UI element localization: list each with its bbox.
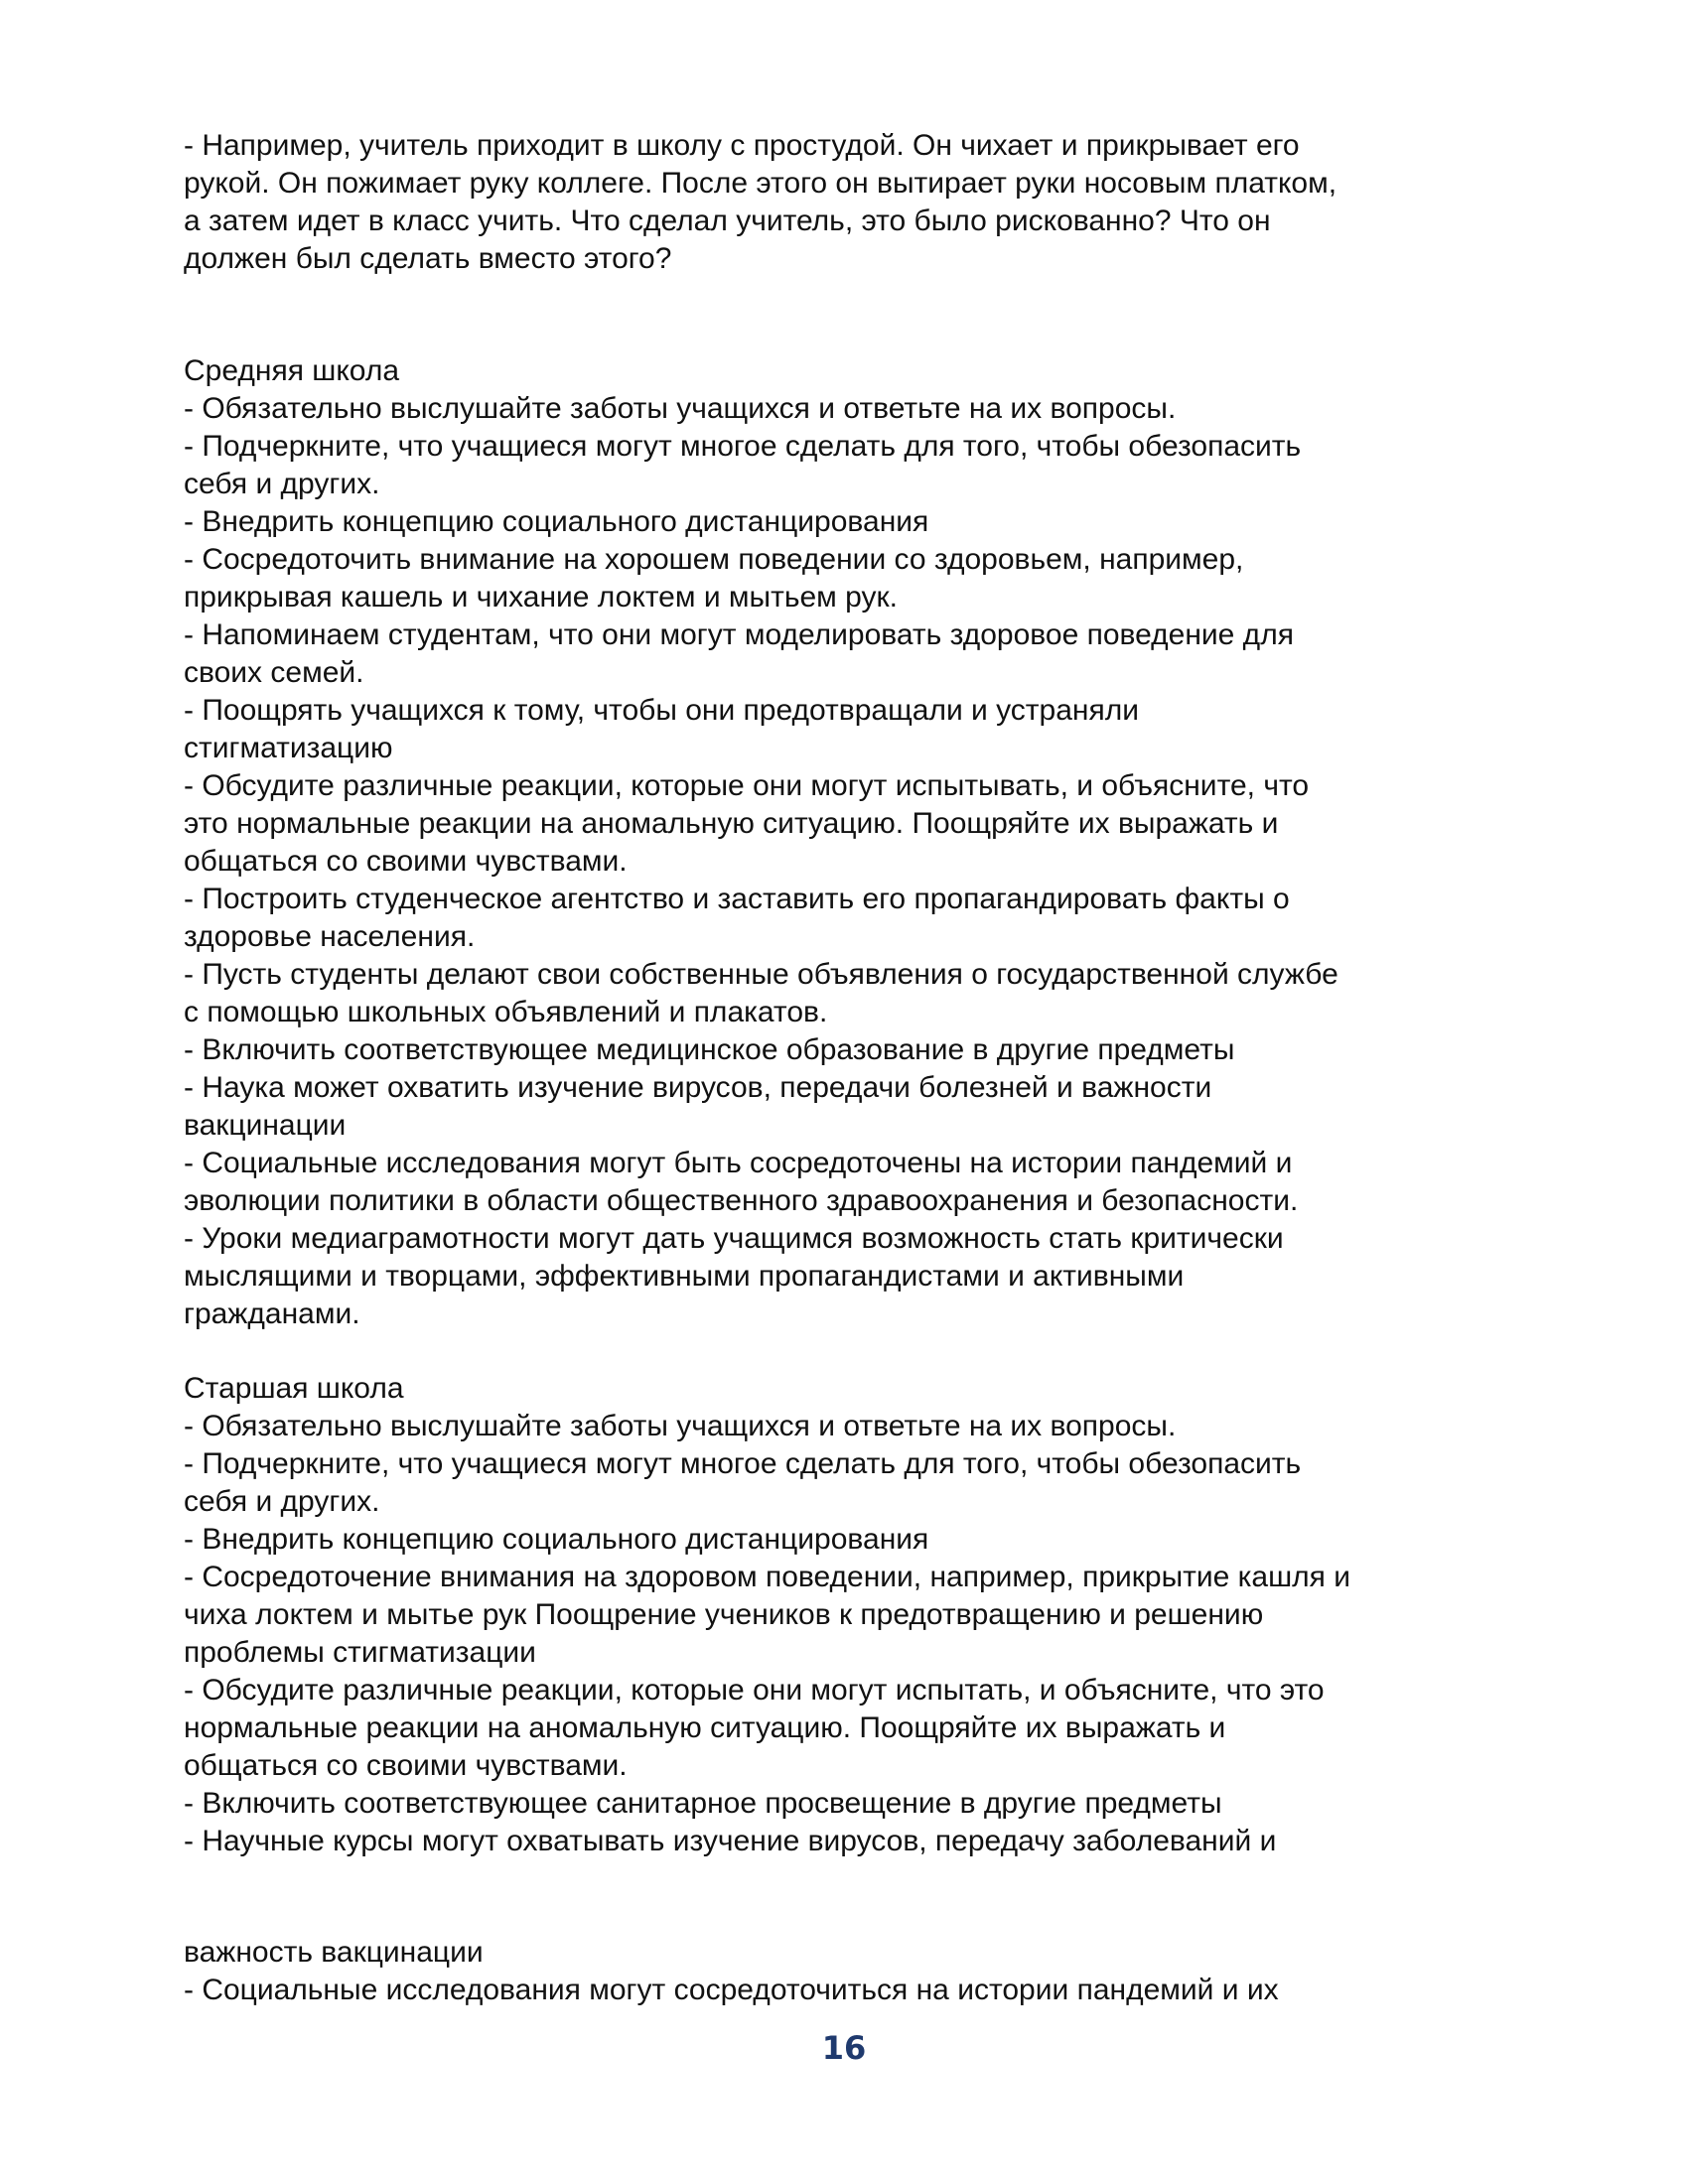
- text-line: - Внедрить концепцию социального дистанцирования: [184, 1523, 929, 1556]
- text-line: общаться со своими чувствами.: [184, 845, 628, 878]
- text-line: - Наука может охватить изучение вирусов, передачи болезней и важности: [184, 1071, 1212, 1104]
- text-line: - Пусть студенты делают свои собственные объявления о государственной службе: [184, 958, 1338, 991]
- text-line: - Поощрять учащихся к тому, чтобы они предотвращали и устраняли: [184, 694, 1139, 727]
- text-line: - Обсудите различные реакции, которые они могут испытывать, и объясните, что: [184, 769, 1310, 802]
- text-line: эволюции политики в области общественного здравоохранения и безопасности.: [184, 1184, 1299, 1217]
- text-line: здоровье населения.: [184, 920, 476, 953]
- text-line: важность вакцинации: [184, 1936, 484, 1969]
- text-line: рукой. Он пожимает руку коллеге. После этого он вытирает руки носовым платком,: [184, 167, 1337, 200]
- text-line: себя и других.: [184, 1485, 380, 1518]
- text-line: - Включить соответствующее санитарное просвещение в другие предметы: [184, 1787, 1222, 1820]
- middle-school-section: [184, 352, 1504, 1333]
- text-line: - Социальные исследования могут сосредоточиться на истории пандемий и их: [184, 1974, 1279, 2006]
- text-line: - Внедрить концепцию социального дистанцирования: [184, 505, 929, 538]
- text-line: - Социальные исследования могут быть сосредоточены на истории пандемий и: [184, 1147, 1293, 1179]
- text-line: вакцинации: [184, 1109, 347, 1142]
- text-line: с помощью школьных объявлений и плакатов.: [184, 996, 828, 1028]
- text-line: себя и других.: [184, 468, 380, 500]
- text-line: - Уроки медиаграмотности могут дать учащимся возможность стать критически: [184, 1222, 1284, 1255]
- text-line: - Сосредоточить внимание на хорошем поведении со здоровьем, например,: [184, 543, 1244, 576]
- text-line: - Например, учитель приходит в школу с простудой. Он чихает и прикрывает его: [184, 129, 1300, 162]
- text-line: нормальные реакции на аномальную ситуацию. Поощряйте их выражать и: [184, 1711, 1226, 1744]
- text-line: мыслящими и творцами, эффективными пропагандистами и активными: [184, 1260, 1185, 1293]
- section-heading: Старшая школа: [184, 1372, 404, 1405]
- text-line: гражданами.: [184, 1297, 360, 1330]
- text-line: - Научные курсы могут охватывать изучение вирусов, передачу заболеваний и: [184, 1825, 1277, 1857]
- text-line: - Построить студенческое агентство и заставить его пропагандировать факты о: [184, 883, 1290, 915]
- text-line: стигматизацию: [184, 732, 393, 764]
- page-number: 16: [821, 2029, 867, 2067]
- text-line: - Обязательно выслушайте заботы учащихся и ответьте на их вопросы.: [184, 392, 1177, 425]
- text-line: - Сосредоточение внимания на здоровом поведении, например, прикрытие кашля и: [184, 1561, 1351, 1593]
- text-line: - Обсудите различные реакции, которые они могут испытать, и объясните, что это: [184, 1674, 1325, 1706]
- text-line: своих семей.: [184, 656, 364, 689]
- text-line: - Подчеркните, что учащиеся могут многое сделать для того, чтобы обезопасить: [184, 1447, 1302, 1480]
- text-line: - Подчеркните, что учащиеся могут многое сделать для того, чтобы обезопасить: [184, 430, 1302, 463]
- text-line: прикрывая кашель и чихание локтем и мытьем рук.: [184, 581, 898, 614]
- text-line: проблемы стигматизации: [184, 1636, 536, 1669]
- text-line: чиха локтем и мытье рук Поощрение учеников к предотвращению и решению: [184, 1598, 1264, 1631]
- continuation-paragraph: [184, 1934, 1504, 2009]
- intro-paragraph: [184, 127, 1504, 278]
- text-line: общаться со своими чувствами.: [184, 1749, 628, 1782]
- text-line: должен был сделать вместо этого?: [184, 242, 672, 275]
- section-heading: Средняя школа: [184, 354, 400, 387]
- text-line: - Напоминаем студентам, что они могут моделировать здоровое поведение для: [184, 618, 1294, 651]
- text-line: а затем идет в класс учить. Что сделал учитель, это было рискованно? Что он: [184, 205, 1271, 237]
- high-school-section: [184, 1370, 1504, 1860]
- text-line: это нормальные реакции на аномальную ситуацию. Поощряйте их выражать и: [184, 807, 1279, 840]
- text-line: - Обязательно выслушайте заботы учащихся и ответьте на их вопросы.: [184, 1410, 1177, 1442]
- text-line: - Включить соответствующее медицинское образование в другие предметы: [184, 1033, 1235, 1066]
